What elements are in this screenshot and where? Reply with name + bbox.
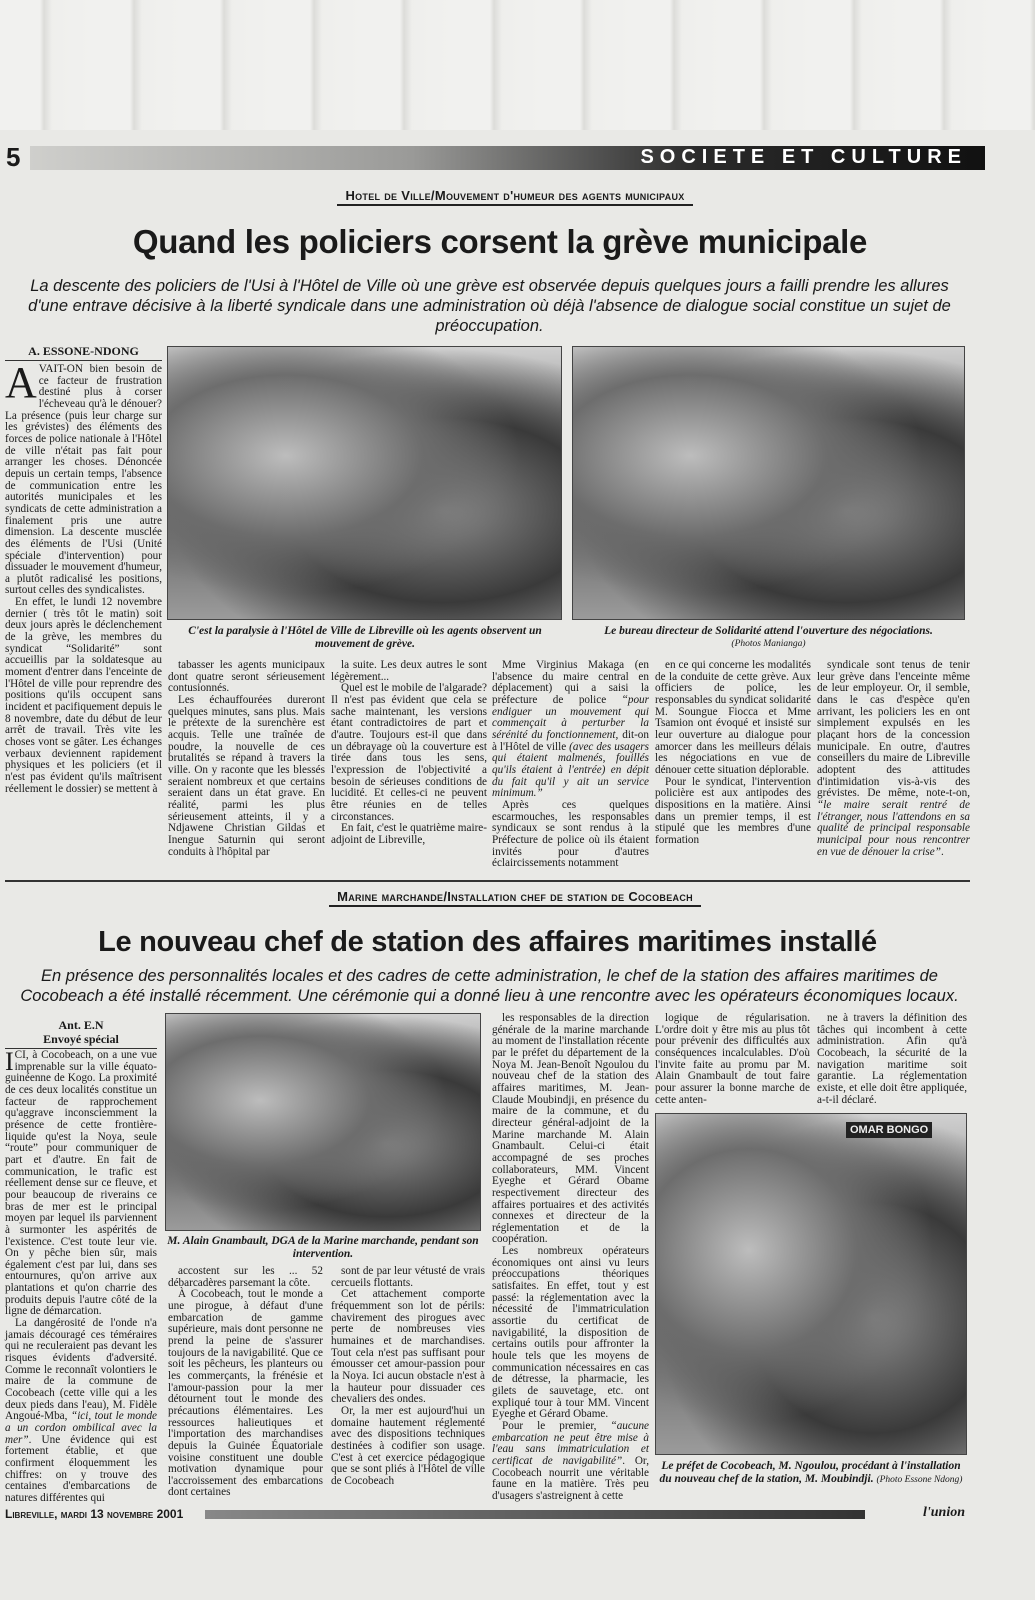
article2-column-2 — [168, 1266, 323, 1499]
quote-text: “le maire serait rentré de l'étranger, nous l'attendons en sa qualité de principal responsable municipal pour nous rencontrer en vue de dénouer la crise” — [817, 798, 970, 858]
body-text: logique de régularisation. L'ordre doit y être mis au plus tôt pour prévenir des difficultés aux conséquences incalculables. D'où l'invite faite au promu par M. Alain Gnambault de tout faire pour assurer la bonne marche de cette anten- — [655, 1012, 810, 1106]
article1-column-3 — [331, 660, 487, 847]
body-text: en ce qui concerne les modalités de la conduite de cette grève. Aux officiers de police, les responsables du syndicat solidarité M. Soungue Fiocca et Mme Tsamion ont évoqué et insisté sur leur ouverture au dialogue pour amorcer dans les meilleurs délais les négociations en vue de dénouer cette situation déplorable. — [655, 659, 811, 776]
footer-bar — [205, 1510, 865, 1519]
paragraph — [331, 823, 487, 846]
paragraph — [331, 1266, 485, 1289]
body-text: En effet, le lundi 12 novembre dernier ( très tôt le matin) soit deux jours après le déclenchement de la grève, les membres du syndicat “Solidarité” sont accueillis par la soldatesque au moment d'entrer dans l'enceinte de l'Hôtel de ville pour reprendre des positions qu'ils occupent sans incident et pacifiquement depuis le 8 novembre, date du début de leur arrêt de travail. Très vite les choses vont se gâter. Les échanges verbaux deviennent rapidement physiques et les policiers (et il n'est pas évident qu'ils maîtrisent réellement le dossier) se mettent à — [5, 596, 162, 795]
body-text: sont de par leur vétusté de vrais cercueils flottants. — [331, 1265, 485, 1289]
body-text: Après ces quelques escarmouches, les responsables syndicaux se sont rendus à la Préfecture de police où ils étaient invités pour d'autres éclaircissements notamment — [492, 798, 649, 870]
photo-prefect-installation — [655, 1113, 967, 1455]
page-number: 5 — [6, 142, 21, 172]
paragraph — [492, 660, 649, 800]
article1-column-5 — [655, 660, 811, 847]
poster-text: OMAR BONGO — [846, 1122, 932, 1138]
body-text: Les nombreux opérateurs économiques ont ainsi vu leurs préoccupations théoriques satisfaites. En effet, tout y est passé: la réglementation avec la nécessité de l'immatriculation assortie du certificat de navigabilité, la disposition de certains outils pour affronter la houle tels que les moyens de communication nécessaires en cas de détresse, la pharmacie, les gilets de sauvetage, etc. ont expliqué tour à tour MM. Vincent Eyeghe et Gérard Obame. — [492, 1245, 649, 1421]
body-text: La dangérosité de l'onde n'a jamais découragé ces téméraires qui ne reculeraient pas devant les risques évidents d'adversité. Comme le reconnaît volontiers le maire de la commune de Cocobeach (cette ville qui a les deux pieds dans l'eau), M. Fidèle Angoué-Mba, — [5, 1317, 157, 1423]
paragraph — [5, 358, 162, 597]
body-text: les responsables de la direction générale de la marine marchande au moment de l'installation récente par le préfet du département de la Noya M. Jean-Benoît Ngoulou du nouveau chef de la station des affaires maritimes, M. Jean-Claude Moubindji, en présence du maire de la commune, et du directeur général-adjoint de la Marine marchande M. Alain Gnambault. Celui-ci était accompagné de ses proches collaborateurs, MM. Vincent Eyeghe et Gérard Obame respectivement directeur des affaires portuaires et des activités connexes et directeur de la réglementation et de la coopération. — [492, 1012, 649, 1246]
byline-author: Ant. E.N — [58, 1018, 104, 1032]
paragraph — [168, 660, 325, 695]
paragraph — [168, 695, 325, 858]
scan-margin — [0, 0, 1035, 130]
paragraph — [492, 1421, 649, 1503]
paragraph — [168, 1289, 323, 1499]
quote-text: (avec des usagers qui étaient malmenés, fouillés qu'ils étaient à l'entrée) en dépit du fait qu'il y ait un service minimum.” — [492, 740, 649, 800]
body-text: dit-on à l'Hôtel de ville — [492, 728, 649, 753]
article1-column-4 — [492, 660, 649, 870]
quote-text: “aucune embarcation ne peut être mise à l'eau sans immatriculation et certificat de navigabilité” — [492, 1419, 649, 1467]
article-divider — [5, 880, 970, 882]
kicker-text: Hotel de Ville/Mouvement d'humeur des agents municipaux — [337, 188, 692, 206]
article2-column-6 — [817, 1013, 967, 1106]
body-text: Cet attachement comporte fréquemment son lot de périls: chavirement des pirogues avec perte de nombreuses vies humaines et de marchandises. Tout cela n'est pas suffisant pour émousser cet amour-passion pour la Noya. Ici aucun obstacle n'est à la hauteur pour dissuader ces chevaliers des ondes. — [331, 1288, 485, 1406]
body-text: . — [940, 845, 944, 858]
kicker-text: Marine marchande/Installation chef de station de Cocobeach — [329, 889, 701, 907]
article1-column-6 — [817, 660, 970, 858]
paragraph — [655, 660, 811, 777]
paragraph — [492, 800, 649, 870]
body-text: la suite. Les deux autres le sont légèrement... — [331, 659, 487, 683]
paragraph — [655, 1013, 810, 1106]
paragraph — [331, 1289, 485, 1406]
photo-caption: Le bureau directeur de Solidarité attend l'ouverture des négociations. — [604, 625, 933, 637]
article1-headline: Quand les policiers corsent la grève municipale — [132, 223, 868, 260]
caption-text: Le préfet de Cocobeach, M. Ngoulou, procédant à l'installation du nouveau chef de la station, M. Moubindji. — [659, 1460, 961, 1485]
article2-column-5 — [655, 1013, 810, 1106]
photo-caption: M. Alain Gnambault, DGA de la Marine marchande, pendant son intervention. — [167, 1235, 479, 1260]
body-text: En fait, c'est le quatrième maire-adjoint de Libreville, — [331, 822, 487, 846]
paragraph — [331, 683, 487, 823]
article2-column-4 — [492, 1013, 649, 1503]
body-text: Pour le premier, — [502, 1419, 611, 1432]
photo-strikers-hotel-de-ville — [167, 346, 562, 620]
body-text: Or, la mer est aujourd'hui un domaine hautement réglementé avec des dispositions techniques destinées à codifier son usage. C'est à cet exercice pédagogique que se sont pliés à l'Hôtel de ville de Cocobeach — [331, 1404, 485, 1487]
paragraph — [331, 660, 487, 683]
paragraph — [5, 1047, 157, 1318]
body-text: syndicale sont tenus de tenir leur grève dans l'enceinte même de leur employeur. Or, il semble, dans le cas d'espèce qu'en arrivant, les policiers les en ont simplement expulsés en les plaçant hors de la concession municipale. En outre, d'autres conseillers du maire de Libreville adoptent des attitudes d'intimidation vis-à-vis des grévistes. De même, note-t-on, — [817, 659, 970, 800]
quote-text: “pour endiguer un mouvement qui commençait à perturber la sérénité du fonctionnement, — [492, 693, 649, 741]
byline-role: Envoyé spécial — [43, 1032, 119, 1046]
body-text: . Or, Cocobeach nourrit une véritable faune en la matière. Très peu d'usagers s'astreignent à cette — [492, 1454, 649, 1502]
article1-column-1 — [5, 358, 162, 795]
article2-chapeau: En présence des personnalités locales et des cadres de cette administration, le chef de la station des affaires maritimes de Cocobeach a été installé récemment. Une cérémonie qui a donné lieu à une rencontre avec les opérateurs économiques locaux. — [20, 967, 959, 1005]
photo-credit: (Photo Essone Ndong) — [876, 1475, 963, 1485]
paragraph — [817, 1013, 967, 1106]
paragraph — [5, 1318, 157, 1505]
paragraph — [492, 1246, 649, 1421]
body-text: Les échauffourées dureront quelques minutes, sans plus. Mais le prétexte de la surenchère est acquis. Telle une traînée de poudre, la nouvelle de ces brutalités se répand à travers la ville. On y raconte que les blessés seraient nombreux et que certains seraient dans un état grave. En réalité, parmi les plus sérieusement atteints, il y a Ndjawene Christian Gildas et Inengue Saturnin qui seront conduits à l'hôpital par — [168, 693, 325, 858]
body-text: ne à travers la définition des tâches qui incombent à cette administration. Afin qu'à Cocobeach, la sécurité de la navigation maritime soit garantie. La réglementation existe, et elle doit être appliquée, a-t-il déclaré. — [817, 1012, 967, 1106]
section-title: SOCIETE ET CULTURE — [640, 146, 967, 168]
article2-headline: Le nouveau chef de station des affaires maritimes installé — [98, 926, 877, 958]
paragraph — [492, 1013, 649, 1246]
body-text: Pour le syndicat, l'intervention policière est aux antipodes des dispositions en la matière. Ainsi dans un premier temps, il est stipulé que les membres d'une formation — [655, 775, 811, 846]
body-text: ICI, à Cocobeach, on a une vue imprenable sur la ville équato-guinéenne de Kogo. La proximité de ces deux localités constitue un facteur de rapprochement qu'aggrave inconsciemment la présence de cette frontière-liquide qu'est la Noya, seule “route” pour communiquer de part et d'autre. En fait de communication, le trafic est réellement dense sur ce fleuve, et pour beaucoup de riverains ce bras de mer est le principal moyen par lequel ils parviennent à surmonter les aspérités de l'existence. C'est toute leur vie. On y pêche bien sûr, mais également c'est par lui, dans ses entournures, qu'on arrive aux plantations et qu'on charrie des produits depuis l'autre côté de la ligne de démarcation. — [5, 1047, 157, 1318]
footer-masthead: l'union — [922, 1505, 965, 1520]
quote-text: “ici, tout le monde a un cordon ombilical avec la mer” — [5, 1410, 157, 1446]
article2-byline — [5, 1018, 157, 1049]
body-text: À Cocobeach, tout le monde a une pirogue, à défaut d'une embarcation de gamme supérieure, mais dont personne ne prend la peine de s'assurer toujours de la navigabilité. Que ce soit les pêcheurs, les planteurs ou les commerçants, la frénésie et l'amour-passion pour la mer détournent tout le monde des précautions élémentaires. Les ressources halieutiques et l'importation des marchandises depuis la Guinée Équatoriale voisine constituent une double motivation dynamique pour l'accroissement des embarcations dont certaines — [168, 1288, 323, 1499]
article2-column-3 — [331, 1266, 485, 1487]
article1-kicker — [150, 188, 880, 206]
body-text: Mme Virginius Makaga (en l'absence du maire central en déplacement) qui a saisi la préfecture de police — [492, 659, 649, 706]
article1-column-2 — [168, 660, 325, 858]
photo-caption — [655, 1460, 967, 1486]
paragraph — [5, 597, 162, 795]
paragraph — [331, 1406, 485, 1488]
paragraph — [655, 777, 811, 847]
photo-gnambault-speaking — [165, 1013, 481, 1231]
photo-credit: (Photos Manianga) — [731, 639, 806, 649]
article2-kicker — [150, 889, 880, 907]
photo-solidarite-bureau — [572, 346, 965, 620]
body-text: tabasser les agents municipaux dont quatre seront sérieusement contusionnés. — [168, 659, 325, 695]
paragraph — [168, 1266, 323, 1289]
photo-caption: C'est la paralysie à l'Hôtel de Ville de Libreville où les agents observent un mouvement de grève. — [188, 625, 542, 650]
body-text: . Une évidence qui est fortement établie, et que confirment éloquemment les chiffres: on y trouve des centaines d'embarcations de natures différentes qui — [5, 1433, 157, 1504]
article2-column-1 — [5, 1047, 157, 1505]
body-text: Quel est le mobile de l'algarade? Il n'est pas évident que cela se sache maintenant, les versions étant contradictoires de part et d'autre. Toujours est-il que dans un débrayage où la couverture est tirée dans tous les sens, l'expression de l'objectivité a besoin de sérieuses conditions de lucidité. Et celles-ci ne peuvent être réunies en de telles circonstances. — [331, 682, 487, 823]
body-text: AVAIT-ON bien besoin de ce facteur de frustration destiné plus à corser l'écheveau qu'à le dénouer? La présence (puis leur charge sur les grévistes) des éléments des forces de police nationale à l'Hôtel de ville n'était pas fait pour arranger les choses. Dénoncée depuis un certain temps, l'absence de communication entre les autorités municipales et les syndicats de cette administration a finalement pris une autre dimension. La descente musclée des éléments de l'Usi (Unité spéciale d'intervention) pour dissuader le mouvement d'humeur, a plutôt radicalisé les positions, surtout celles des syndicalistes. — [5, 358, 162, 597]
body-text: accostent sur les ... 52 débarcadères parsemant la côte. — [168, 1265, 323, 1289]
article1-byline: A. ESSONE-NDONG — [5, 344, 162, 361]
footer-dateline: Libreville, mardi 13 novembre 2001 — [5, 1507, 184, 1521]
paragraph — [817, 660, 970, 858]
article1-chapeau: La descente des policiers de l'Usi à l'Hôtel de Ville où une grève est observée depuis quelques jours a failli prendre les allures d'une entrave décisive à la liberté syndicale dans une administration où déjà l'absence de dialogue social constitue un sujet de préoccupation. — [28, 277, 951, 335]
